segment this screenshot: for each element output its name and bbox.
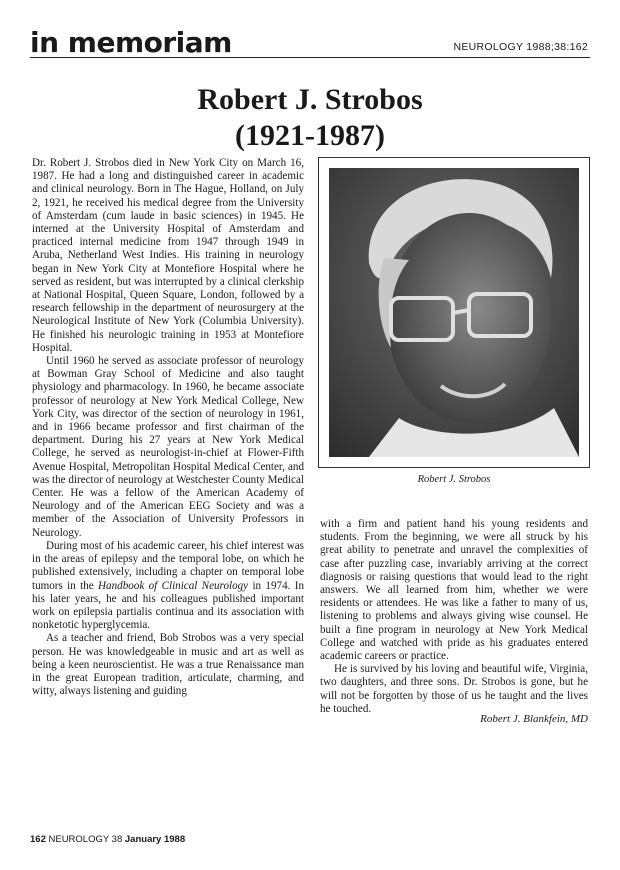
paragraph-text: in 1974. In his later years, he and his colleagues published important work on epilepsia partialis continua and its association with nonketotic hyperglycemia. [32, 579, 304, 632]
page-number: 162 [30, 834, 46, 845]
page-footer [30, 834, 185, 845]
paragraph: He is survived by his loving and beautiful wife, Virginia, two daughters, and three sons. Dr. Strobos is gone, but he will not be forgotten by those of us he taught and the lives he touched. [320, 663, 588, 715]
book-title: Handbook of Clinical Neurology [98, 579, 249, 592]
title-years: (1921-1987) [235, 119, 385, 152]
section-heading: in memoriam [30, 26, 232, 59]
title-name: Robert J. Strobos [197, 83, 423, 116]
journal-citation: NEUROLOGY 1988;38:162 [453, 41, 588, 53]
header-divider [30, 57, 590, 58]
paragraph: As a teacher and friend, Bob Strobos was a very special person. He was knowledgeable in music and art as well as being a keen neuroscientist. He was a true Renaissance man in the great European tradition, articulate, charming, and witty, always listening and guiding [32, 632, 304, 698]
paragraph-text: During most of his academic career, his chief interest was in the areas of epilepsy and the temporal lobe, on which he published extensively, including a chapter on temporal lobe tumors in the [32, 539, 304, 592]
paragraph: Until 1960 he served as associate professor of neurology at Bowman Gray School of Medicine and also taught physiology and pharmacology. In 1960, he became associate professor of neurology at New York Medical College, New York City, was director of the section of neurology in 1961, and in 1966 became professor and first chairman of the department. During his 27 years at New York Medical College, he served as neurologist-in-chief at Flower-Fifth Avenue Hospital, Metropolitan Hospital Medical Center, and was the director of neurology at Westchester County Medical Center. He was a fellow of the American Academy of Neurology and of the American EEG Society and was a member of the Association of University Professors in Neurology. [32, 355, 304, 539]
paragraph: with a firm and patient hand his young residents and students. From the beginning, we were all struck by his great ability to penetrate and unravel the complexities of case after puzzling case, invariably arriving at the correct diagnosis or raising questions that would lead to the right answers. We all learned from him, whether we were residents or attendees. He was like a father to many of us, listening to problems and always giving wise counsel. He built a fine program in neurology at New York Medical College and watched with pride as his graduates entered academic careers or practice. [320, 518, 588, 663]
article-title [0, 82, 620, 154]
footer-issue: January 1988 [124, 834, 186, 845]
right-column [320, 518, 588, 716]
paragraph: Dr. Robert J. Strobos died in New York City on March 16, 1987. He had a long and distinguished career in academic and clinical neurology. Born in The Hague, Holland, on July 2, 1921, he received his medical degree from the University of Amsterdam (cum laude in basic sciences) in 1945. He interned at the University Hospital of Amsterdam and practiced internal medicine from 1947 through 1949 in Aruba, Netherland West Indies. His training in neurology began in New York City at Montefiore Hospital where he served as resident, but was interrupted by a clinical clerkship at National Hospital, Queen Square, London, followed by a research fellowship in the department of neurosurgery at the Neurological Institute of New York (Columbia University). He finished his neurologic training in 1953 at Montefiore Hospital. [32, 157, 304, 354]
footer-journal: NEUROLOGY 38 [48, 834, 123, 845]
portrait-photo-frame [318, 157, 590, 468]
photo-caption: Robert J. Strobos [417, 474, 491, 485]
portrait-photo [329, 168, 579, 457]
author-signature: Robert J. Blankfein, MD [480, 713, 588, 725]
left-column [32, 157, 304, 698]
paragraph [32, 540, 304, 632]
